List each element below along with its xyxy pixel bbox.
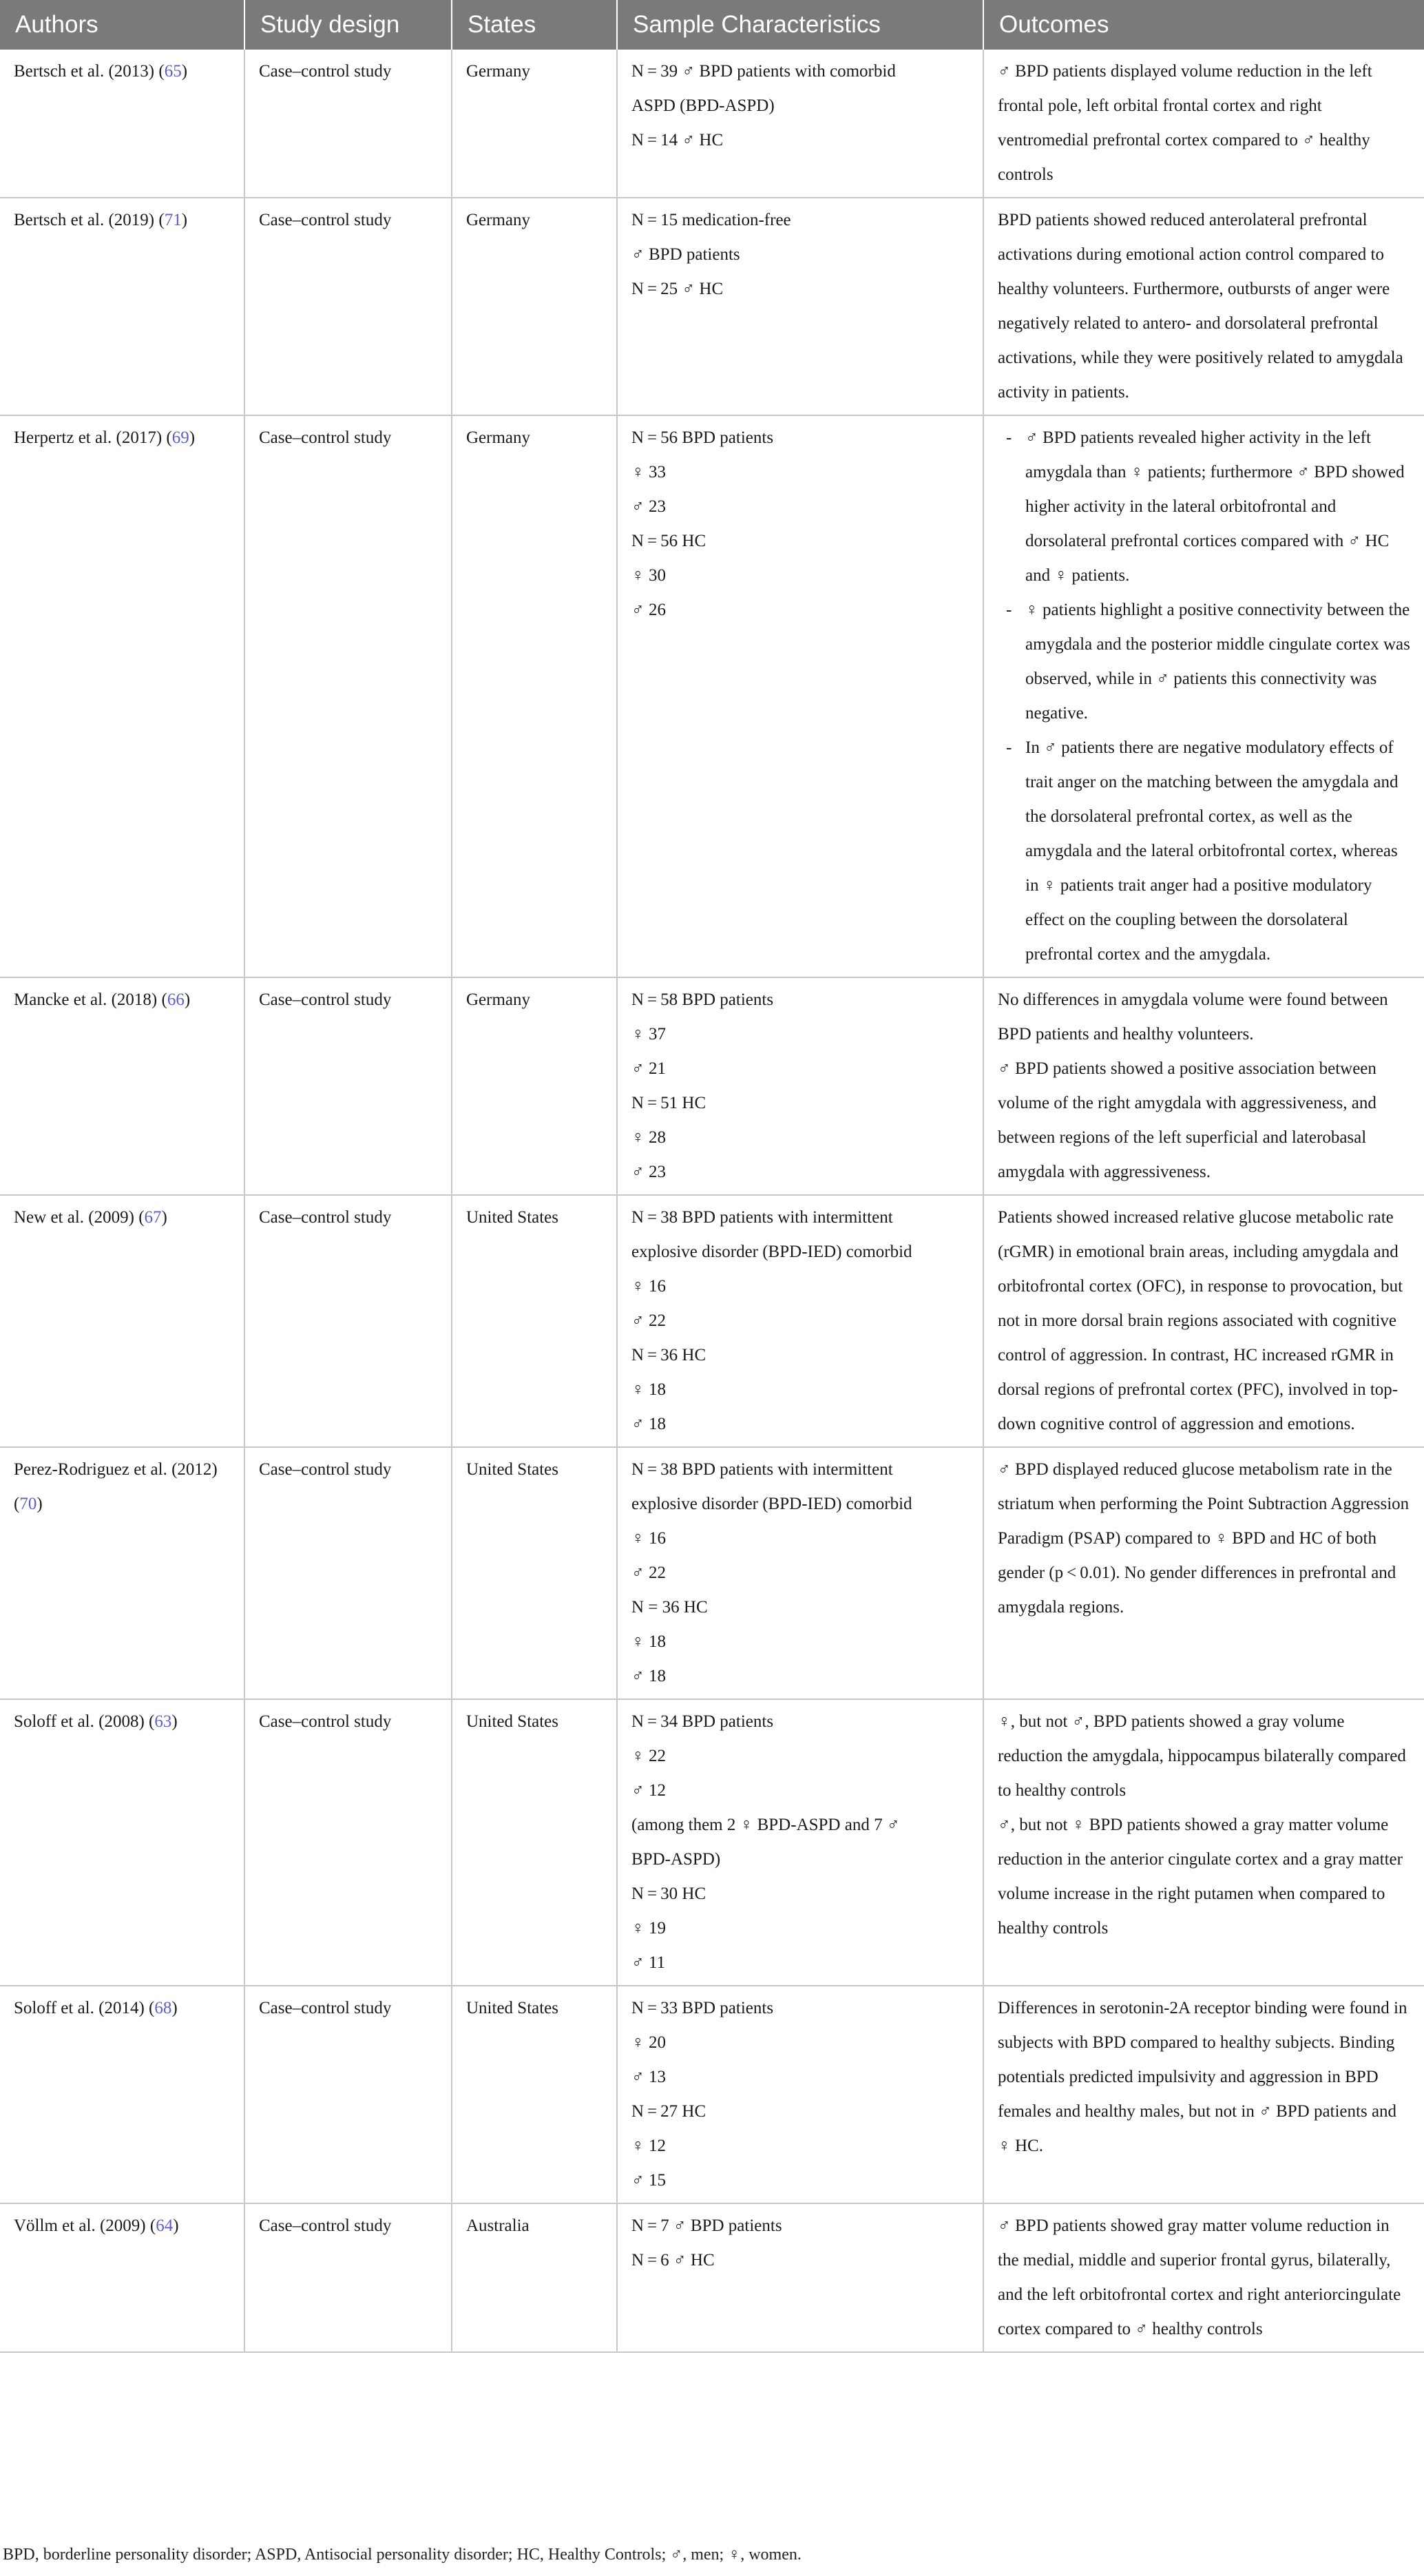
- sample-line: ♀ 19: [631, 1919, 666, 1938]
- study-design-text: Case–control study: [259, 211, 392, 229]
- study-design-text: Case–control study: [259, 1460, 392, 1479]
- outcomes-cell: [983, 1699, 1424, 1986]
- outcome-text: ♂ BPD displayed reduced glucose metabolism rate in the striatum when performing the Point Subtraction Aggression Paradigm (PSAP) compared to ♀ BPD and HC of both gender (p < 0.01). No gender differences in prefrontal and amygdala regions.: [998, 1460, 1410, 1617]
- reference-link[interactable]: 70: [19, 1495, 37, 1513]
- sample-line: ♂ BPD patients: [631, 245, 740, 264]
- study-design-cell: [244, 198, 452, 415]
- study-design-cell: [244, 1986, 452, 2203]
- study-design-cell: [244, 1699, 452, 1986]
- study-design-cell: [244, 1447, 452, 1699]
- outcome-text: Differences in serotonin-2A receptor binding were found in subjects with BPD compared to healthy subjects. Binding potentials predicted impulsivity and aggression in BPD females and healthy males, but not in ♂ BPD patients and ♀ HC.: [998, 1999, 1407, 2155]
- sample-cell: [617, 2203, 983, 2352]
- sample-line: ♂ 12: [631, 1781, 666, 1800]
- outcomes-list: [998, 421, 1410, 972]
- header-row: [0, 0, 1424, 50]
- study-design-cell: [244, 50, 452, 198]
- sample-cell: [617, 1699, 983, 1986]
- reference-link[interactable]: 67: [144, 1208, 162, 1227]
- sample-line: N = 36 HC: [631, 1346, 706, 1364]
- outcome-item: - In ♂ patients there are negative modulatory effects of trait anger on the matching between the amygdala and the dorsolateral prefrontal cortex, as well as the amygdala and the lateral orbitofrontal cortex, whereas in ♀ patients trait anger had a positive modulatory effect on the coupling between the dorsolateral prefrontal cortex and the amygdala.: [998, 731, 1410, 972]
- sample-line: N = 58 BPD patients: [631, 990, 774, 1009]
- outcome-text: Patients showed increased relative glucose metabolic rate (rGMR) in emotional brain areas, including amygdala and orbitofrontal cortex (OFC), in response to provocation, but not in more dorsal brain regions associated with cognitive control of aggression. In contrast, HC increased rGMR in dorsal regions of prefrontal cortex (PFC), involved in top-down cognitive control of aggression and emotions.: [998, 1208, 1403, 1433]
- outcome-text: ♂ BPD patients displayed volume reduction in the left frontal pole, left orbital frontal cortex and right ventromedial prefrontal cortex compared to ♂ healthy controls: [998, 62, 1372, 184]
- study-design-cell: [244, 2203, 452, 2352]
- sample-line: ♂ 15: [631, 2171, 666, 2190]
- outcome-text: ♂ BPD patients showed gray matter volume reduction in the medial, middle and superior frontal gyrus, bilaterally, and the left orbitofrontal cortex and right anteriorcingulate cortex compared to ♂ healthy controls: [998, 2216, 1401, 2338]
- study-design-text: Case–control study: [259, 428, 392, 447]
- state-cell: [452, 1195, 617, 1447]
- author-cell: Völlm et al. (2009) (64): [0, 2203, 244, 2352]
- study-design-text: Case–control study: [259, 1999, 392, 2017]
- sample-cell: [617, 415, 983, 977]
- state-text: Germany: [466, 428, 531, 447]
- sample-cell: [617, 1986, 983, 2203]
- author-cell: Soloff et al. (2008) (63): [0, 1699, 244, 1986]
- sample-cell: [617, 977, 983, 1195]
- sample-line: N = 38 BPD patients with intermittent: [631, 1460, 893, 1479]
- sample-line: ♀ 28: [631, 1128, 666, 1147]
- table-row: [0, 2203, 1424, 2352]
- sample-line: ♀ 16: [631, 1277, 666, 1296]
- table-row: [0, 977, 1424, 1195]
- outcome-item: - ♀ patients highlight a positive connectivity between the amygdala and the posterior middle cingulate cortex was observed, while in ♂ patients this connectivity was negative.: [998, 593, 1410, 731]
- study-design-text: Case–control study: [259, 1712, 392, 1731]
- table-row: [0, 1195, 1424, 1447]
- reference-link[interactable]: 68: [154, 1999, 172, 2017]
- state-cell: [452, 2203, 617, 2352]
- state-cell: [452, 1699, 617, 1986]
- outcomes-cell: [983, 1447, 1424, 1699]
- outcomes-cell: [983, 2203, 1424, 2352]
- header-study-design: Study design: [244, 0, 452, 50]
- state-cell: [452, 198, 617, 415]
- table-footnote: BPD, borderline personality disorder; ASPD, Antisocial personality disorder; HC, Healthy Controls; ♂, men; ♀, women.: [3, 2546, 802, 2564]
- sample-line: BPD-ASPD): [631, 1850, 721, 1869]
- author-cell: Soloff et al. (2014) (68): [0, 1986, 244, 2203]
- outcome-text: No differences in amygdala volume were found between BPD patients and healthy volunteers.: [998, 990, 1388, 1043]
- outcome-text: ♂, but not ♀ BPD patients showed a gray matter volume reduction in the anterior cingulate cortex and a gray matter volume increase in the right putamen when compared to healthy controls: [998, 1816, 1403, 1938]
- sample-line: N = 6 ♂ HC: [631, 2251, 715, 2269]
- state-text: Germany: [466, 211, 531, 229]
- state-text: Australia: [466, 2216, 530, 2235]
- author-text: Perez-Rodriguez et al. (2012) (: [14, 1460, 218, 1513]
- sample-line: N = 51 HC: [631, 1094, 706, 1112]
- sample-line: N = 56 BPD patients: [631, 428, 774, 447]
- header-authors: Authors: [0, 0, 244, 50]
- study-design-cell: [244, 415, 452, 977]
- sample-line: ♂ 23: [631, 1163, 666, 1181]
- state-text: United States: [466, 1208, 559, 1227]
- sample-line: ♀ 18: [631, 1632, 666, 1651]
- state-cell: [452, 1447, 617, 1699]
- sample-line: explosive disorder (BPD-IED) comorbid: [631, 1243, 912, 1261]
- sample-line: N = 25 ♂ HC: [631, 280, 724, 298]
- table-row: [0, 1699, 1424, 1986]
- author-text: New et al. (2009) (: [14, 1208, 145, 1227]
- reference-link[interactable]: 66: [167, 990, 185, 1009]
- table-row: [0, 1447, 1424, 1699]
- author-text: Herpertz et al. (2017) (: [14, 428, 172, 447]
- sample-line: ♀ 37: [631, 1025, 666, 1043]
- author-cell: Bertsch et al. (2019) (71): [0, 198, 244, 415]
- sample-line: N = 27 HC: [631, 2102, 706, 2121]
- sample-line: N = 15 medication-free: [631, 211, 791, 229]
- state-cell: [452, 977, 617, 1195]
- sample-line: ♀ 12: [631, 2137, 666, 2155]
- state-cell: [452, 415, 617, 977]
- author-text: Mancke et al. (2018) (: [14, 990, 167, 1009]
- sample-line: N = 36 HC: [631, 1598, 708, 1617]
- sample-cell: [617, 50, 983, 198]
- sample-line: ♂ 22: [631, 1311, 666, 1330]
- sample-cell: [617, 1195, 983, 1447]
- sample-line: ♀ 18: [631, 1380, 666, 1399]
- sample-line: N = 7 ♂ BPD patients: [631, 2216, 782, 2235]
- outcomes-cell: [983, 50, 1424, 198]
- sample-line: (among them 2 ♀ BPD-ASPD and 7 ♂: [631, 1816, 900, 1834]
- sample-line: N = 34 BPD patients: [631, 1712, 774, 1731]
- sample-line: N = 14 ♂ HC: [631, 131, 724, 149]
- reference-link[interactable]: 71: [164, 211, 182, 229]
- sample-line: N = 39 ♂ BPD patients with comorbid: [631, 62, 896, 81]
- study-design-cell: [244, 977, 452, 1195]
- study-design-text: Case–control study: [259, 990, 392, 1009]
- header-states: States: [452, 0, 617, 50]
- table-body: [0, 50, 1424, 2352]
- sample-line: ♀ 16: [631, 1529, 666, 1548]
- table-row: [0, 198, 1424, 415]
- outcomes-cell: [983, 1986, 1424, 2203]
- table-row: [0, 1986, 1424, 2203]
- author-cell: Perez-Rodriguez et al. (2012) (70): [0, 1447, 244, 1699]
- reference-link[interactable]: 64: [156, 2216, 174, 2235]
- sample-line: N = 38 BPD patients with intermittent: [631, 1208, 893, 1227]
- state-cell: [452, 1986, 617, 2203]
- study-design-text: Case–control study: [259, 1208, 392, 1227]
- study-design-text: Case–control study: [259, 62, 392, 81]
- table-row: [0, 50, 1424, 198]
- outcomes-cell: [983, 198, 1424, 415]
- sample-line: ♂ 11: [631, 1953, 666, 1972]
- sample-line: ♂ 21: [631, 1059, 666, 1078]
- outcomes-cell: [983, 977, 1424, 1195]
- author-cell: Herpertz et al. (2017) (69): [0, 415, 244, 977]
- study-design-cell: [244, 1195, 452, 1447]
- sample-line: ♂ 26: [631, 601, 666, 619]
- author-text: Bertsch et al. (2019) (: [14, 211, 165, 229]
- sample-line: ♂ 18: [631, 1667, 666, 1685]
- sample-line: ♀ 22: [631, 1747, 666, 1765]
- table-row: [0, 415, 1424, 977]
- author-text: Völlm et al. (2009) (: [14, 2216, 156, 2235]
- sample-line: ASPD (BPD-ASPD): [631, 96, 775, 115]
- author-text: Soloff et al. (2008) (: [14, 1712, 155, 1731]
- header-sample-characteristics: Sample Characteristics: [617, 0, 983, 50]
- outcomes-cell: [983, 415, 1424, 977]
- sample-line: N = 33 BPD patients: [631, 1999, 774, 2017]
- sample-line: ♂ 22: [631, 1564, 666, 1582]
- header-outcomes: Outcomes: [983, 0, 1424, 50]
- sample-cell: [617, 1447, 983, 1699]
- author-cell: Bertsch et al. (2013) (65): [0, 50, 244, 198]
- state-text: Germany: [466, 990, 531, 1009]
- outcome-text: BPD patients showed reduced anterolateral prefrontal activations during emotional action control compared to healthy volunteers. Furthermore, outbursts of anger were negatively related to antero- and dorsolateral prefrontal activations, while they were positively related to amygdala activity in patients.: [998, 211, 1403, 402]
- sample-line: ♀ 20: [631, 2033, 666, 2052]
- author-text: Bertsch et al. (2013) (: [14, 62, 165, 81]
- sample-line: N = 30 HC: [631, 1884, 706, 1903]
- outcome-text: ♂ BPD patients showed a positive association between volume of the right amygdala with aggressiveness, and between regions of the left superficial and laterobasal amygdala with aggressiveness.: [998, 1059, 1376, 1181]
- sample-line: ♀ 30: [631, 566, 666, 585]
- state-text: United States: [466, 1999, 559, 2017]
- author-cell: Mancke et al. (2018) (66): [0, 977, 244, 1195]
- outcomes-cell: [983, 1195, 1424, 1447]
- state-text: Germany: [466, 62, 531, 81]
- sample-line: ♂ 18: [631, 1415, 666, 1433]
- state-text: United States: [466, 1712, 559, 1731]
- sample-line: N = 56 HC: [631, 532, 706, 550]
- author-cell: New et al. (2009) (67): [0, 1195, 244, 1447]
- state-text: United States: [466, 1460, 559, 1479]
- reference-link[interactable]: 69: [171, 428, 189, 447]
- reference-link[interactable]: 65: [164, 62, 182, 81]
- sample-line: explosive disorder (BPD-IED) comorbid: [631, 1495, 912, 1513]
- author-text: Soloff et al. (2014) (: [14, 1999, 155, 2017]
- sample-line: ♀ 33: [631, 463, 666, 481]
- sample-line: ♂ 23: [631, 497, 666, 516]
- state-cell: [452, 50, 617, 198]
- reference-link[interactable]: 63: [154, 1712, 172, 1731]
- outcome-text: ♀, but not ♂, BPD patients showed a gray volume reduction the amygdala, hippocampus bilaterally compared to healthy controls: [998, 1712, 1406, 1800]
- outcome-item: - ♂ BPD patients revealed higher activity in the left amygdala than ♀ patients; furthermore ♂ BPD showed higher activity in the lateral orbitofrontal and dorsolateral prefrontal cortices compared with ♂ HC and ♀ patients.: [998, 421, 1410, 593]
- sample-cell: [617, 198, 983, 415]
- sample-line: ♂ 13: [631, 2068, 666, 2086]
- study-design-text: Case–control study: [259, 2216, 392, 2235]
